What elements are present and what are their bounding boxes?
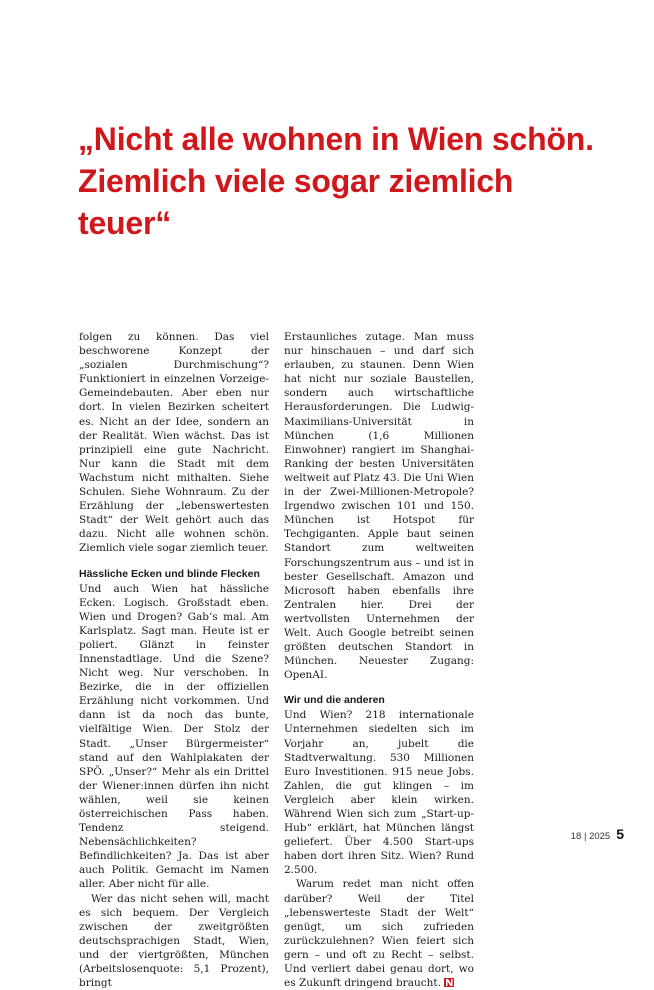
article-column-left: [79, 330, 269, 990]
page-footer: [571, 826, 624, 842]
article-column-right: [284, 330, 474, 990]
paragraph: Und Wien? 218 internationale Unternehmen siedelten sich im Vorjahr an, jubelt die Stadtverwaltung. 530 Millionen Euro Investitionen. 915 neue Jobs. Zahlen, die gut klingen – im Vergleich aber klein wirken. Während Wien sich zum „Start-up-Hub“ erklärt, hat München längst geliefert. Über 4.500 Start-ups haben dort ihren Sitz. Wien? Rund 2.500.: [284, 709, 474, 877]
end-mark-icon: [444, 978, 454, 987]
paragraph: Und auch Wien hat hässliche Ecken. Logisch. Großstadt eben. Wien und Drogen? Gab’s mal. Am Karlsplatz. Sagt man. Heute ist er poliert. Glänzt in feinster Innenstadtlage. Und die Szene? Nicht weg. Nur verschoben. In Bezirke, die in der offiziellen Erzählung nicht vorkommen. Und dann ist da noch das bunte, vielfältige Wien. Der Stolz der Stadt. „Unser Bürgermeister“ stand auf den Wahlplakaten der SPÖ. „Unser?“ Mehr als ein Drittel der Wiener:innen dürfen ihn nicht wählen, weil sie keinen österreichischen Pass haben. Tendenz steigend. Nebensächlichkeiten? Befindlichkeiten? Ja. Das ist aber auch Politik. Gemacht im Namen aller. Aber nicht für alle.: [79, 582, 269, 891]
paragraph: Wer das nicht sehen will, macht es sich bequem. Der Vergleich zwischen der zweitgrößten deutschsprachigen Stadt, Wien, und der viertgrößten, München (Arbeitslosenquote: 5,1 Prozent), bringt: [79, 892, 269, 990]
page-number: 5: [616, 826, 624, 842]
subheading: Hässliche Ecken und blinde Flecken: [79, 567, 260, 580]
issue-label: 18 | 2025: [570, 831, 611, 842]
paragraph: Erstaunliches zutage. Man muss nur hinschauen – und darf sich erlauben, zu staunen. Denn Wien hat nicht nur soziale Baustellen, sondern auch wirtschaftliche Herausforderungen. Die Ludwig-Maximilians-Universität in München (1,6 Millionen Einwohner) rangiert im Shanghai-Ranking der besten Universitäten weltweit auf Platz 43. Die Uni Wien in der Zwei-Millionen-Metropole? Irgendwo zwischen 101 und 150. München ist Hotspot für Techgiganten. Apple baut seinen Standort zum weltweiten Forschungszentrum aus – und ist in bester Gesellschaft. Amazon und Microsoft haben ebenfalls ihre Zentralen hier. Drei der wertvollsten Unternehmen der Welt. Auch Google betreibt seinen größten deutschen Standort in München. Neuester Zugang: OpenAI.: [284, 331, 474, 682]
paragraph: folgen zu können. Das viel beschworene Konzept der „sozialen Durchmischung“? Funktioniert in einzelnen Vorzeige-Gemeindebauten. Aber eben nur dort. In vielen Bezirken scheitert es. Nicht an der Idee, sondern an der Realität. Wien wächst. Das ist prinzipiell eine gute Nachricht. Nur kann die Stadt mit dem Wachstum nicht mithalten. Siehe Schulen. Siehe Wohnraum. Zu der Erzählung der „lebenswertesten Stadt“ der Welt gehört auch das dazu. Nicht alle wohnen schön. Ziemlich viele sogar ziemlich teuer.: [79, 331, 269, 555]
paragraph-final: [284, 877, 474, 990]
subheading: Wir und die anderen: [284, 694, 385, 707]
headline: „Nicht alle wohnen in Wien schön. Ziemlich viele sogar ziemlich teuer“: [78, 121, 594, 241]
paragraph-text: Warum redet man nicht offen darüber? Weil der Titel „lebenswerteste Stadt der Welt“ genügt, um sich zufrieden zurückzulehnen? Wien feiert sich gern – und oft zu Recht – selbst. Und verliert dabei genau dort, wo es Zukunft dringend braucht.: [284, 878, 474, 990]
